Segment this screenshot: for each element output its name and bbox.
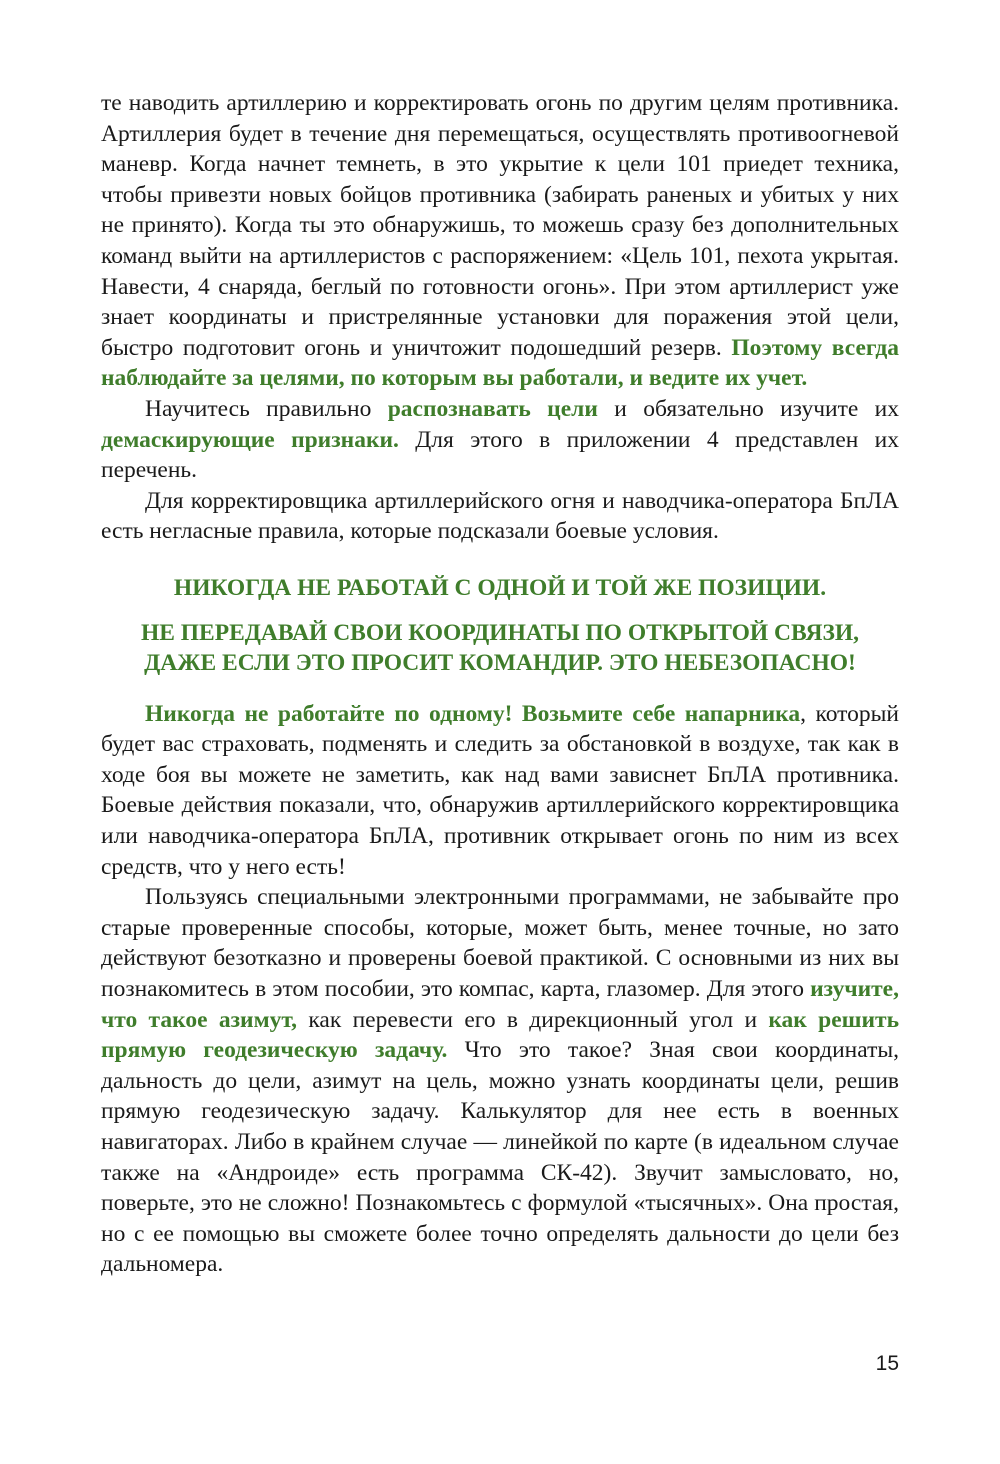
heading-line: НЕ ПЕРЕДАВАЙ СВОИ КООРДИНАТЫ ПО ОТКРЫТОЙ СВЯЗИ,	[140, 619, 860, 646]
highlight-recognize-targets: распознавать цели	[387, 395, 598, 422]
paragraph-proven-methods	[101, 882, 899, 1280]
paragraph-text: Научитесь правильно	[145, 395, 372, 422]
heading-do-not-transmit-coordinates	[101, 618, 899, 679]
paragraph-text: Для корректировщика артиллерийского огня и наводчика-оператора БпЛА есть негласные правила, которые подсказали боевые условия.	[101, 487, 899, 545]
heading-never-same-position: НИКОГДА НЕ РАБОТАЙ С ОДНОЙ И ТОЙ ЖЕ ПОЗИЦИИ.	[173, 574, 827, 601]
highlight-geodesic-task: как решить прямую геодезическую задачу.	[101, 1006, 900, 1064]
page-number: 15	[875, 1352, 899, 1375]
paragraph-text: , который будет вас страховать, подменять и следить за обстановкой в воздухе, так как в ходе боя вы можете не заметить, как над вами зависнет БпЛА противника. Боевые действия показали, что, обнаружив артиллерийского корректировщика или наводчика-оператора БпЛА, противник открывает огонь по ним из всех средств, что у него есть!	[101, 700, 899, 880]
paragraph-text: Что это такое? Зная свои координаты, дальность до цели, азимут на цель, можно узнать координаты цели, решив прямую геодезическую задачу. Калькулятор для нее есть в военных навигаторах. Либо в крайнем случае — линейкой по карте (в идеальном случае также на «Андроиде» есть программа СК-42). Звучит замысловато, но, поверьте, это не сложно! Познакомьтесь с формулой «тысячных». Она простая, но с ее помощью вы сможете более точно определять дальности до цели без дальномера.	[101, 1037, 899, 1278]
paragraph-recognize-targets	[101, 394, 899, 486]
paragraph-text: и обязательно изучите их	[614, 395, 899, 422]
paragraph-work-with-partner	[101, 699, 899, 883]
highlight-partner: Никогда не работайте по одному! Возьмите себе напарника	[145, 700, 801, 727]
paragraph-unwritten-rules	[101, 486, 899, 547]
highlight-track-targets: Поэтому всегда наблюдайте за целями, по которым вы работали, и ведите их учет.	[101, 334, 900, 392]
paragraph-artillery-target-101	[101, 88, 899, 394]
highlight-azimuth: изучите, что такое азимут,	[101, 976, 899, 1033]
paragraph-text: как перевести его в дирекционный угол и	[308, 1006, 758, 1033]
heading-line: ДАЖЕ ЕСЛИ ЭТО ПРОСИТ КОМАНДИР. ЭТО НЕБЕЗОПАСНО!	[144, 650, 856, 677]
highlight-unmasking-signs: демаскирующие признаки.	[101, 426, 399, 453]
paragraph-text: те наводить артиллерию и корректировать огонь по другим целям противника. Артиллерия будет в течение дня перемещаться, осуществлять противоогневой маневр. Когда начнет темнеть, в это укрытие к цели 101 приедет техника, чтобы привезти новых бойцов противника (забирать раненых и убитых у них не принято). Когда ты это обнаружишь, то можешь сразу без дополнительных команд выйти на артиллеристов с распоряжением: «Цель 101, пехота укрытая. Навести, 4 снаряда, беглый по готовности огонь». При этом артиллерист уже знает координаты и пристрелянные установки для поражения этой цели, быстро подготовит огонь и уничтожит подошедший резерв.	[101, 90, 899, 361]
paragraph-text: Пользуясь специальными электронными программами, не забывайте про старые проверенные способы, которые, может быть, менее точные, но зато действуют безотказно и проверены боевой практикой. С основными из них вы познакомитесь в этом пособии, это компас, карта, глазомер. Для этого	[101, 884, 899, 1003]
paragraph-text: Для этого в приложении 4 представлен их перечень.	[101, 426, 900, 484]
page-body	[101, 88, 899, 1280]
